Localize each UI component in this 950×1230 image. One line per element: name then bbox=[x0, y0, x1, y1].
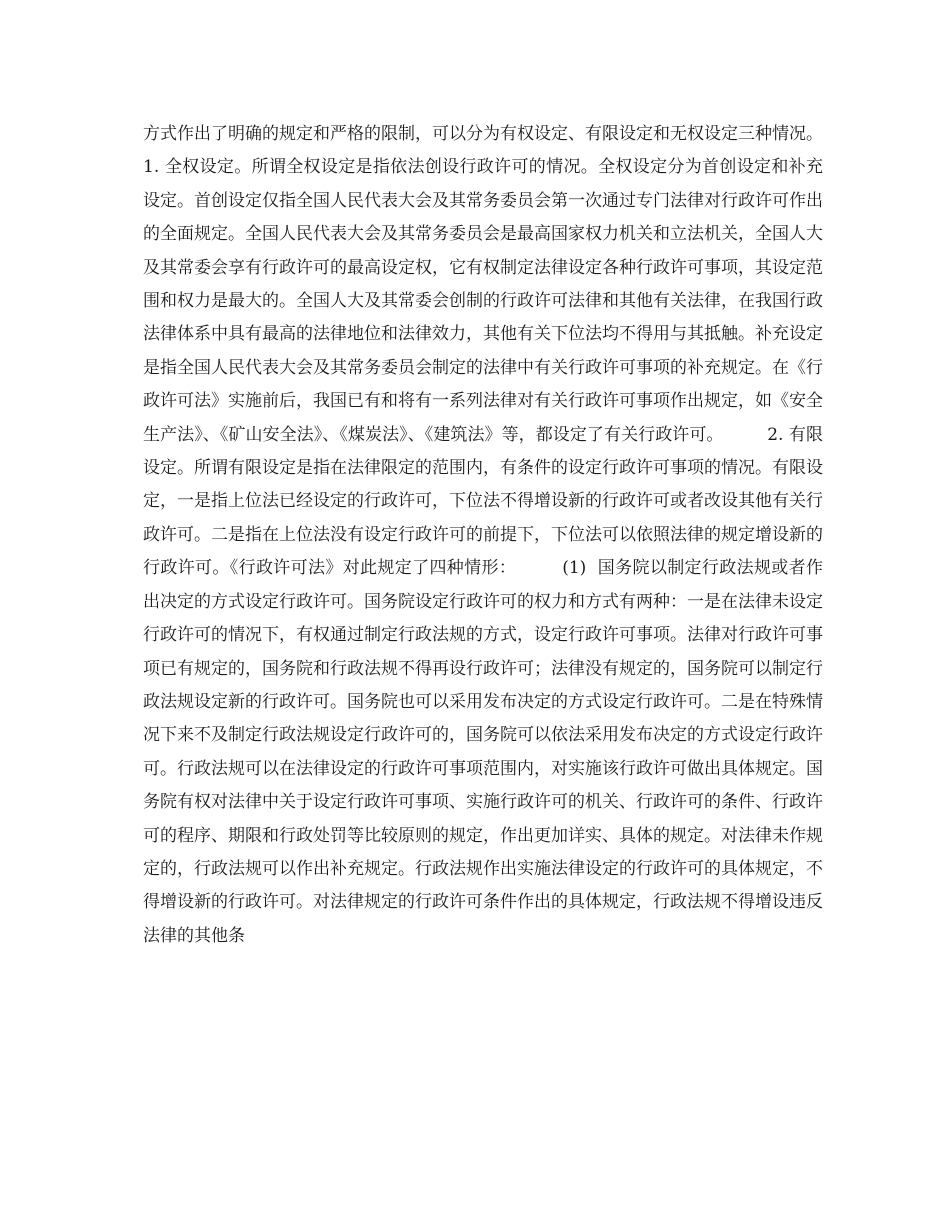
body-paragraph: 方式作出了明确的规定和严格的限制，可以分为有权设定、有限设定和无权设定三种情况。 1. 全权设定。所谓全权设定是指依法创设行政许可的情况。全权设定分为首创设定和补充设定。首创设定仅指全国人民代表大会及其常务委员会第一次通过专门法律对行政许可作出的全面规定。全国人民代表大会及其常务委员会是最高国家权力机关和立法机关，全国人大及其常委会享有行政许可的最高设定权，它有权制定法律设定各种行政许可事项，其设定范围和权力是最大的。全国人大及其常委会创制的行政许可法律和其他有关法律，在我国行政法律体系中具有最高的法律地位和法律效力，其他有关下位法均不得用与其抵触。补充设定是指全国人民代表大会及其常务委员会制定的法律中有关行政许可事项的补充规定。在《行政许可法》实施前后，我国已有和将有一系列法律对有关行政许可事项作出规定，如《安全生产法》、《矿山安全法》、《煤炭法》、《建筑法》等，都设定了有关行政许可。 2. 有限设定。所谓有限设定是指在法律限定的范围内，有条件的设定行政许可事项的情况。有限设定，一是指上位法已经设定的行政许可，下位法不得增设新的行政许可或者改设其他有关行政许可。二是指在上位法没有设定行政许可的前提下，下位法可以依照法律的规定增设新的行政许可。《行政许可法》对此规定了四种情形： (1) 国务院以制定行政法规或者作出决定的方式设定行政许可。国务院设定行政许可的权力和方式有两种：一是在法律未设定行政许可的情况下，有权通过制定行政法规的方式，设定行政许可事项。法律对行政许可事项已有规定的，国务院和行政法规不得再设行政许可；法律没有规定的，国务院可以制定行政法规设定新的行政许可。国务院也可以采用发布决定的方式设定行政许可。二是在特殊情况下来不及制定行政法规设定行政许可的，国务院可以依法采用发布决定的方式设定行政许可。行政法规可以在法律设定的行政许可事项范围内，对实施该行政许可做出具体规定。国务院有权对法律中关于设定行政许可事项、实施行政许可的机关、行政许可的条件、行政许可的程序、期限和行政处罚等比较原则的规定，作出更加详实、具体的规定。对法律未作规定的，行政法规可以作出补充规定。行政法规作出实施法律设定的行政许可的具体规定，不得增设新的行政许可。对法律规定的行政许可条件作出的具体规定，行政法规不得增设违反法律的其他条 bbox=[143, 124, 867, 946]
